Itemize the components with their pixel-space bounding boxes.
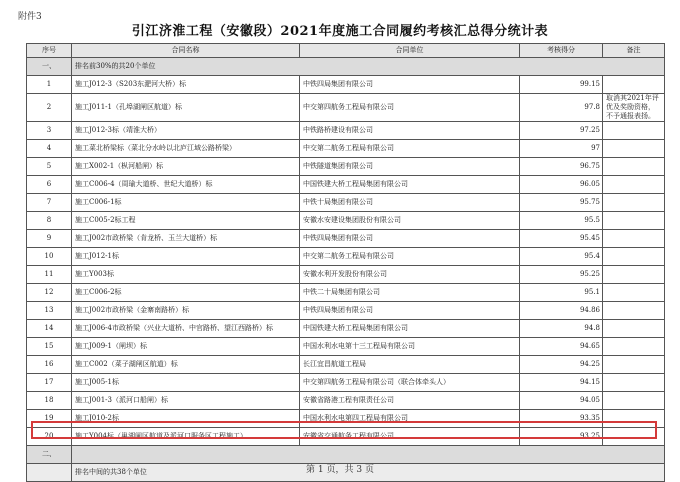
row-unit: 中交第二航务工程局有限公司 xyxy=(300,140,520,158)
section-two-label: 排名中间的共38个单位 xyxy=(72,464,665,482)
row-no: 3 xyxy=(27,122,72,140)
row-remark xyxy=(603,374,665,392)
row-score: 97.25 xyxy=(520,122,603,140)
row-no: 2 xyxy=(27,94,72,122)
row-score: 94.8 xyxy=(520,320,603,338)
row-remark xyxy=(603,356,665,374)
row-score: 95.5 xyxy=(520,212,603,230)
attachment-label: 附件3 xyxy=(18,12,42,22)
row-no: 20 xyxy=(27,428,72,446)
table-row xyxy=(27,212,665,230)
row-remark xyxy=(603,320,665,338)
table-row xyxy=(27,176,665,194)
table-row xyxy=(27,392,665,410)
row-score: 95.4 xyxy=(520,248,603,266)
row-contract: 施工J001-3（派河口船闸）标 xyxy=(72,392,300,410)
section-two-no: 二、 xyxy=(27,446,72,464)
row-remark xyxy=(603,194,665,212)
row-unit: 中铁隧道集团有限公司 xyxy=(300,158,520,176)
row-contract: 施工J009-1（闸坝）标 xyxy=(72,338,300,356)
row-no: 10 xyxy=(27,248,72,266)
row-no: 5 xyxy=(27,158,72,176)
table-row xyxy=(27,94,665,122)
row-unit: 中国水利水电第四工程局有限公司 xyxy=(300,410,520,428)
row-no: 15 xyxy=(27,338,72,356)
section-two-row xyxy=(27,446,665,464)
row-no: 19 xyxy=(27,410,72,428)
row-unit: 中交第四航务工程局有限公司 xyxy=(300,94,520,122)
row-contract: 施工J002市政桥梁（肯龙桥、玉兰大道桥）标 xyxy=(72,230,300,248)
row-no: 4 xyxy=(27,140,72,158)
row-contract: 施工J006-4市政桥梁（兴业大道桥、中官路桥、望江西路桥）标 xyxy=(72,320,300,338)
row-unit: 中国铁建大桥工程局集团有限公司 xyxy=(300,176,520,194)
row-score: 94.25 xyxy=(520,356,603,374)
row-contract: 施工X002-1（枞河船闸）标 xyxy=(72,158,300,176)
row-unit: 安徽省交通航务工程有限公司 xyxy=(300,428,520,446)
row-unit: 中国铁建大桥工程局集团有限公司 xyxy=(300,320,520,338)
row-contract: 施工J012-1标 xyxy=(72,248,300,266)
table-body xyxy=(27,44,665,482)
score-table-wrapper xyxy=(26,43,664,482)
table-row xyxy=(27,338,665,356)
row-score: 94.86 xyxy=(520,302,603,320)
row-no: 14 xyxy=(27,320,72,338)
highlight-box xyxy=(31,421,657,439)
row-score: 96.75 xyxy=(520,158,603,176)
table-row xyxy=(27,302,665,320)
row-remark xyxy=(603,248,665,266)
row-remark xyxy=(603,266,665,284)
row-contract: 施工C006-4（周瑜大道桥、世纪大道桥）标 xyxy=(72,176,300,194)
row-unit: 中交第四航务工程局有限公司（联合体牵头人） xyxy=(300,374,520,392)
row-remark xyxy=(603,140,665,158)
row-unit: 安徽水安建设集团股份有限公司 xyxy=(300,212,520,230)
table-row xyxy=(27,76,665,94)
header-unit: 合同单位 xyxy=(300,44,520,58)
row-score: 93.25 xyxy=(520,428,603,446)
row-contract: 施工Y004标（巢湖闸区航道及派河口服务区工程施工） xyxy=(72,428,300,446)
row-remark xyxy=(603,76,665,94)
row-score: 93.35 xyxy=(520,410,603,428)
row-no: 13 xyxy=(27,302,72,320)
row-score: 95.75 xyxy=(520,194,603,212)
row-contract: 施工C006-2标 xyxy=(72,284,300,302)
row-contract: 施工J002市政桥梁（金寨南路桥）标 xyxy=(72,302,300,320)
row-contract: 施工C006-1标 xyxy=(72,194,300,212)
table-row xyxy=(27,320,665,338)
row-score: 94.65 xyxy=(520,338,603,356)
row-no: 16 xyxy=(27,356,72,374)
row-no: 18 xyxy=(27,392,72,410)
section-one-label: 排名前30%的共20个单位 xyxy=(72,58,665,76)
row-contract: 施工J012-3（S203东淝河大桥）标 xyxy=(72,76,300,94)
header-remark: 备注 xyxy=(603,44,665,58)
row-unit: 长江宜昌航道工程局 xyxy=(300,356,520,374)
row-unit: 中铁四局集团有限公司 xyxy=(300,76,520,94)
table-row xyxy=(27,158,665,176)
row-no: 17 xyxy=(27,374,72,392)
row-remark xyxy=(603,302,665,320)
row-no: 11 xyxy=(27,266,72,284)
row-contract: 施工J012-3标（靖淮大桥） xyxy=(72,122,300,140)
table-row xyxy=(27,266,665,284)
section-two-spacer xyxy=(72,446,665,464)
row-remark xyxy=(603,338,665,356)
row-unit: 中交第二航务工程局有限公司 xyxy=(300,248,520,266)
row-no: 12 xyxy=(27,284,72,302)
row-score: 99.15 xyxy=(520,76,603,94)
table-row xyxy=(27,230,665,248)
row-no: 6 xyxy=(27,176,72,194)
section-one-no: 一、 xyxy=(27,58,72,76)
table-row xyxy=(27,356,665,374)
row-score: 97 xyxy=(520,140,603,158)
row-no: 1 xyxy=(27,76,72,94)
row-remark xyxy=(603,284,665,302)
row-unit: 中铁十局集团有限公司 xyxy=(300,194,520,212)
row-unit: 安徽省路港工程有限责任公司 xyxy=(300,392,520,410)
row-remark xyxy=(603,158,665,176)
row-no: 7 xyxy=(27,194,72,212)
row-score: 94.15 xyxy=(520,374,603,392)
row-unit: 中铁四局集团有限公司 xyxy=(300,230,520,248)
row-unit: 中铁四局集团有限公司 xyxy=(300,302,520,320)
row-remark xyxy=(603,212,665,230)
table-row xyxy=(27,284,665,302)
table-row xyxy=(27,248,665,266)
table-row xyxy=(27,140,665,158)
row-unit: 中铁路桥建设有限公司 xyxy=(300,122,520,140)
row-no: 9 xyxy=(27,230,72,248)
page-title: 引江济淮工程（安徽段）2021年度施工合同履约考核汇总得分统计表 xyxy=(131,24,549,39)
row-contract: 施工J011-1（孔埠湖闸区航道）标 xyxy=(72,94,300,122)
row-score: 95.45 xyxy=(520,230,603,248)
row-score: 97.8 xyxy=(520,94,603,122)
row-unit: 中国水利水电第十三工程局有限公司 xyxy=(300,338,520,356)
table-row xyxy=(27,194,665,212)
row-remark: 取消其2021年评优及奖励资格，不予通报表扬。 xyxy=(603,94,665,122)
row-no: 8 xyxy=(27,212,72,230)
row-contract: 施工J010-2标 xyxy=(72,410,300,428)
header-no: 序号 xyxy=(27,44,72,58)
header-contract: 合同名称 xyxy=(72,44,300,58)
row-contract: 施工C002（菜子湖闸区航道）标 xyxy=(72,356,300,374)
row-unit: 中铁二十局集团有限公司 xyxy=(300,284,520,302)
table-row xyxy=(27,122,665,140)
row-contract: 施工C005-2标工程 xyxy=(72,212,300,230)
row-remark xyxy=(603,230,665,248)
header-score: 考核得分 xyxy=(520,44,603,58)
row-score: 95.25 xyxy=(520,266,603,284)
row-contract: 施工菜北桥梁标（菜北分水岭以北庐江域公路桥梁） xyxy=(72,140,300,158)
row-remark xyxy=(603,392,665,410)
row-score: 95.1 xyxy=(520,284,603,302)
row-contract: 施工J005-1标 xyxy=(72,374,300,392)
row-remark xyxy=(603,122,665,140)
row-unit: 安徽水利开发股份有限公司 xyxy=(300,266,520,284)
row-score: 94.05 xyxy=(520,392,603,410)
header-row xyxy=(27,44,665,58)
section-one-row xyxy=(27,58,665,76)
page-footer: 第 1 页，共 3 页 xyxy=(306,465,374,475)
table-row xyxy=(27,374,665,392)
score-table xyxy=(26,43,665,482)
row-remark xyxy=(603,176,665,194)
row-score: 96.05 xyxy=(520,176,603,194)
row-contract: 施工Y003标 xyxy=(72,266,300,284)
